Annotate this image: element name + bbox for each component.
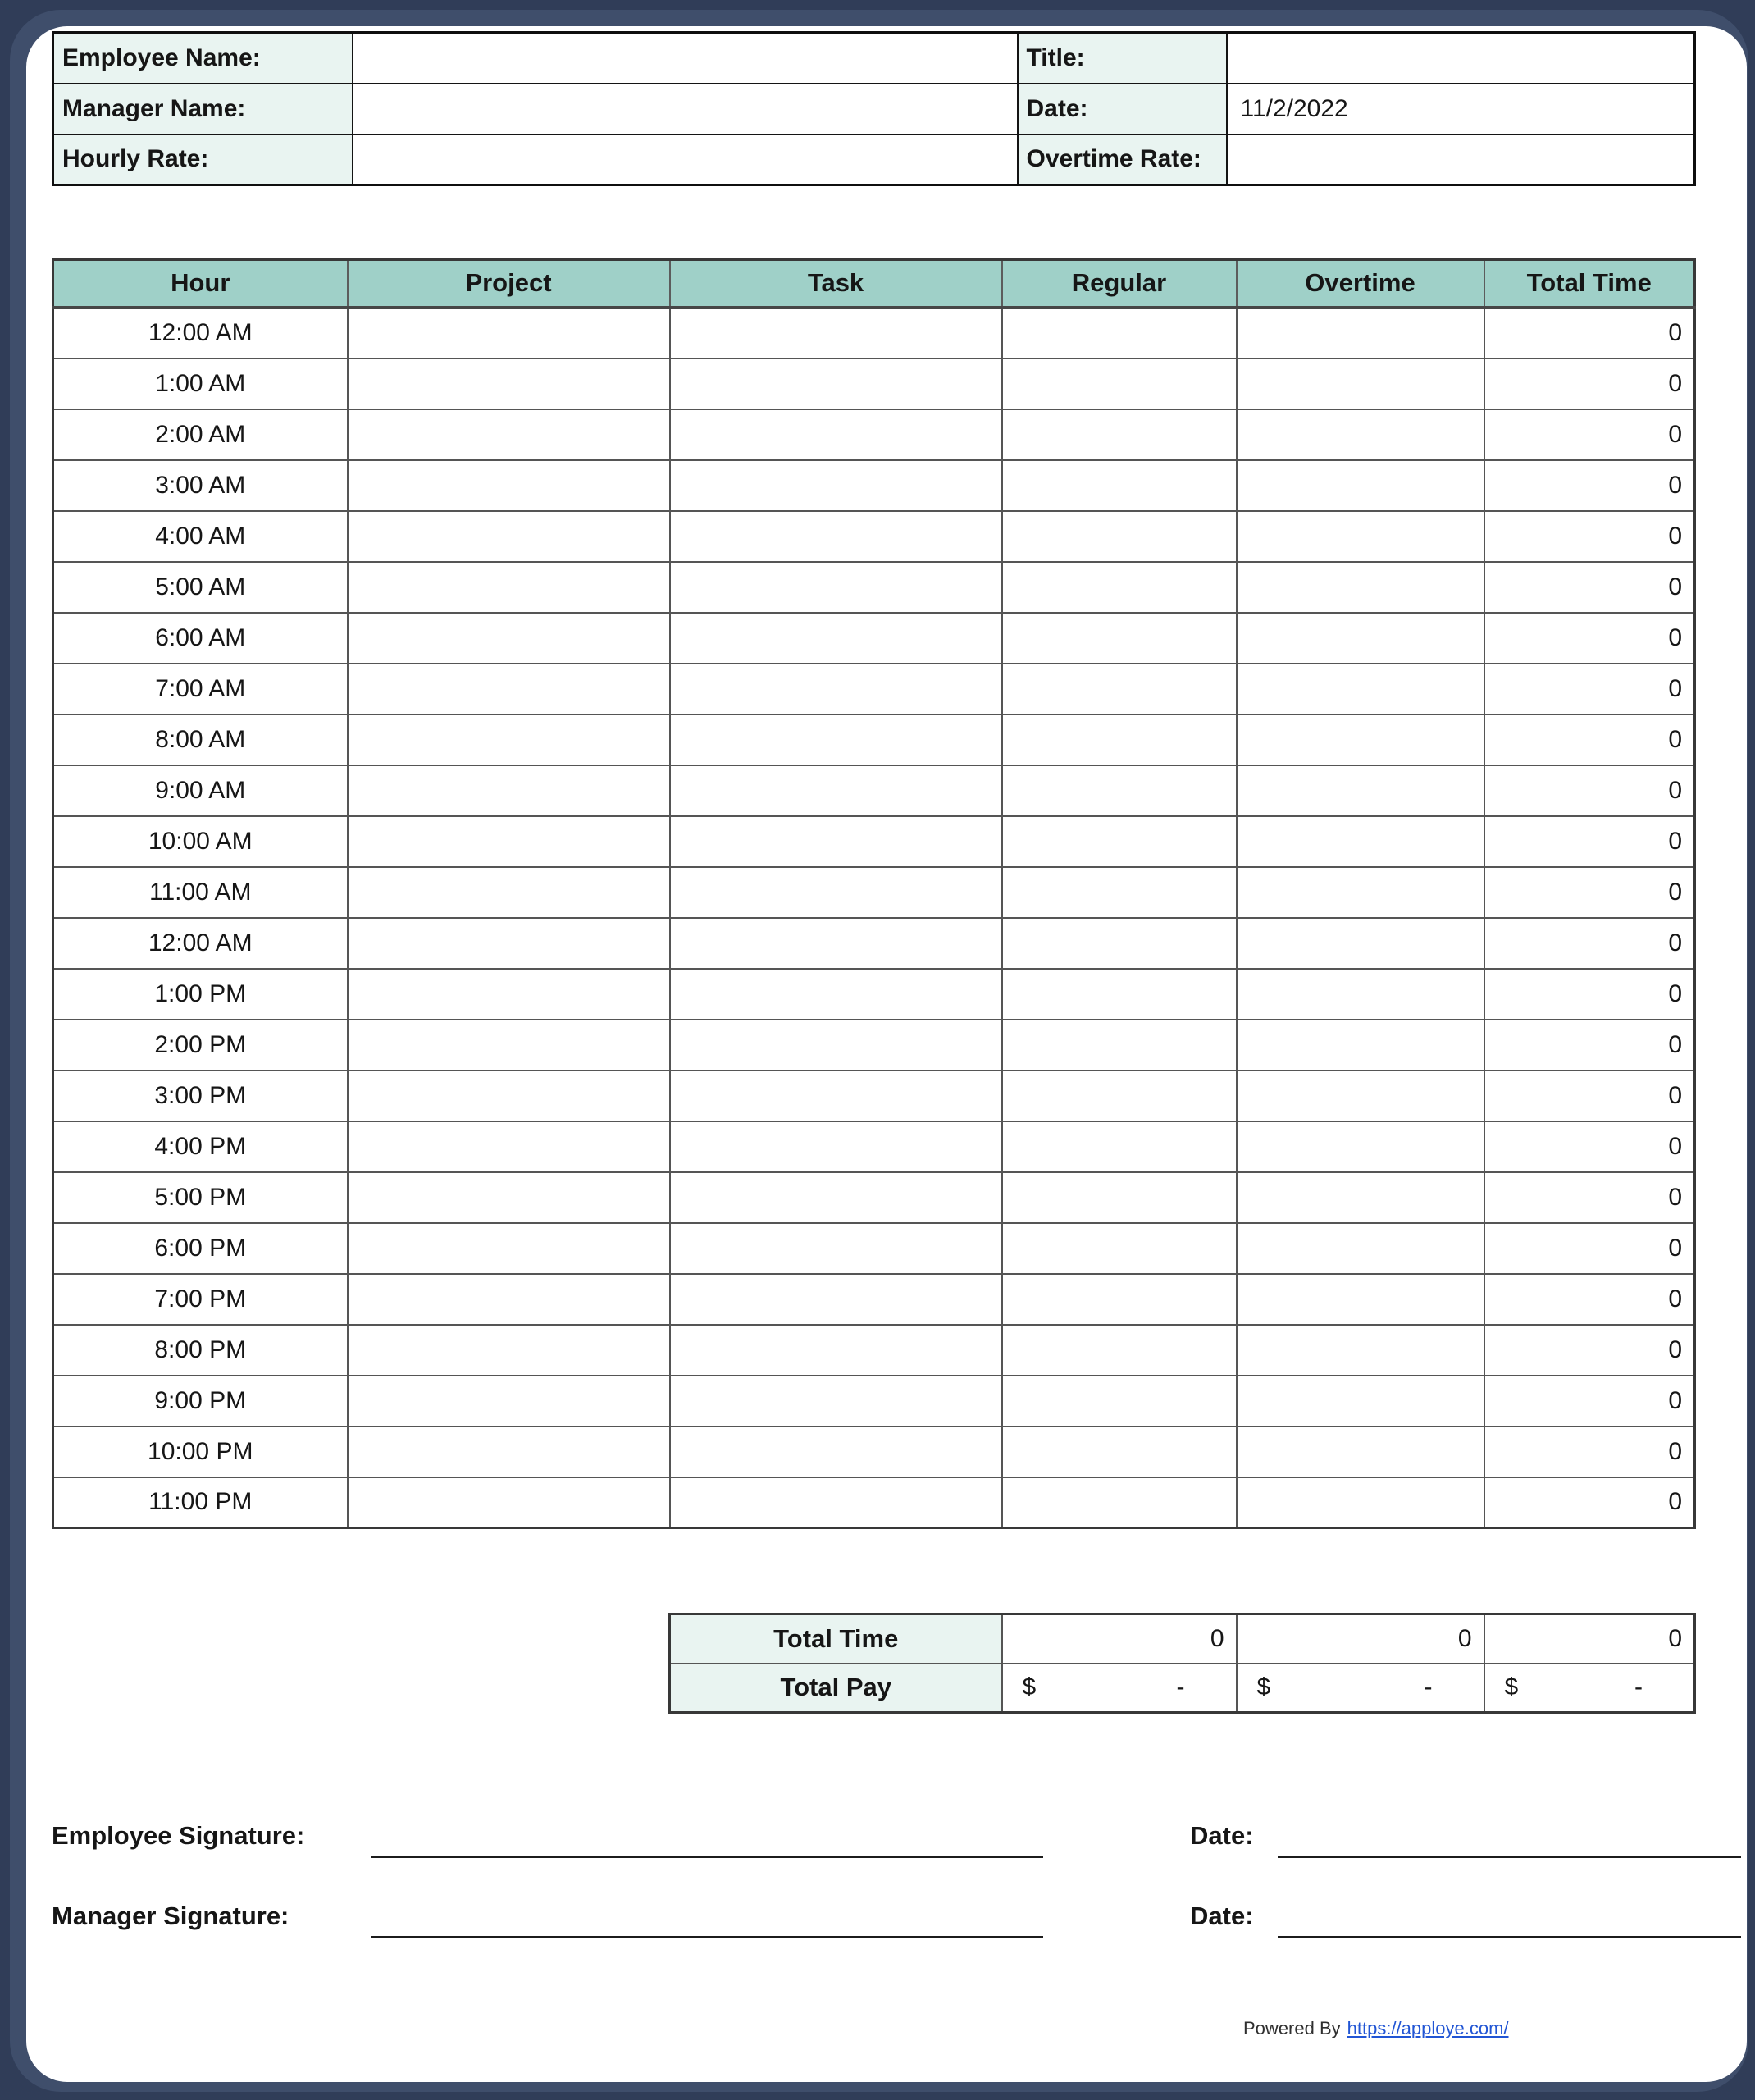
row-total-time-cell: 0	[1484, 1376, 1695, 1427]
regular-entry-cell[interactable]	[1002, 918, 1237, 969]
hour-label-cell: 10:00 PM	[53, 1427, 348, 1477]
regular-entry-cell[interactable]	[1002, 867, 1237, 918]
regular-entry-cell[interactable]	[1002, 816, 1237, 867]
row-total-time-cell: 0	[1484, 1427, 1695, 1477]
column-header-hour: Hour	[53, 260, 348, 308]
regular-entry-cell[interactable]	[1002, 358, 1237, 409]
project-entry-cell[interactable]	[348, 460, 670, 511]
project-entry-cell[interactable]	[348, 1274, 670, 1325]
row-total-time-cell: 0	[1484, 969, 1695, 1020]
overtime-entry-cell[interactable]	[1237, 1427, 1484, 1477]
form-row-3	[53, 135, 1695, 185]
task-entry-cell[interactable]	[670, 1427, 1002, 1477]
row-total-time-cell: 0	[1484, 308, 1695, 358]
hour-row	[53, 562, 1695, 613]
project-entry-cell[interactable]	[348, 511, 670, 562]
overtime-entry-cell[interactable]	[1237, 1020, 1484, 1071]
employee-date-label: Date:	[1190, 1821, 1254, 1850]
regular-entry-cell[interactable]	[1002, 1121, 1237, 1172]
regular-entry-cell[interactable]	[1002, 562, 1237, 613]
manager-name-field[interactable]	[353, 84, 1018, 135]
column-header-project: Project	[348, 260, 670, 308]
total-time-label: Total Time	[670, 1614, 1002, 1664]
regular-entry-cell[interactable]	[1002, 308, 1237, 358]
title-label: Title:	[1018, 33, 1227, 84]
hour-row	[53, 511, 1695, 562]
hour-row	[53, 714, 1695, 765]
project-entry-cell[interactable]	[348, 613, 670, 664]
task-entry-cell[interactable]	[670, 1223, 1002, 1274]
project-entry-cell[interactable]	[348, 409, 670, 460]
task-entry-cell[interactable]	[670, 1071, 1002, 1121]
hour-row	[53, 1376, 1695, 1427]
total-time-row	[670, 1614, 1695, 1664]
regular-entry-cell[interactable]	[1002, 1427, 1237, 1477]
row-total-time-cell: 0	[1484, 511, 1695, 562]
total-pay-total-cell	[1484, 1664, 1695, 1713]
total-time-total-value: 0	[1484, 1614, 1695, 1664]
project-entry-cell[interactable]	[348, 562, 670, 613]
hour-row	[53, 1172, 1695, 1223]
row-total-time-cell: 0	[1484, 816, 1695, 867]
hourly-rate-label: Hourly Rate:	[53, 135, 353, 185]
employee-name-label: Employee Name:	[53, 33, 353, 84]
column-header-total-time: Total Time	[1484, 260, 1695, 308]
overtime-entry-cell[interactable]	[1237, 1376, 1484, 1427]
row-total-time-cell: 0	[1484, 765, 1695, 816]
overtime-entry-cell[interactable]	[1237, 562, 1484, 613]
regular-entry-cell[interactable]	[1002, 1020, 1237, 1071]
hour-row	[53, 1325, 1695, 1376]
overtime-entry-cell[interactable]	[1237, 664, 1484, 714]
overtime-entry-cell[interactable]	[1237, 308, 1484, 358]
project-entry-cell[interactable]	[348, 918, 670, 969]
task-entry-cell[interactable]	[670, 1172, 1002, 1223]
hour-row	[53, 1274, 1695, 1325]
regular-entry-cell[interactable]	[1002, 1376, 1237, 1427]
task-entry-cell[interactable]	[670, 358, 1002, 409]
currency-symbol: $	[1256, 1673, 1271, 1701]
manager-date-line[interactable]	[1278, 1936, 1741, 1938]
overtime-entry-cell[interactable]	[1237, 613, 1484, 664]
row-total-time-cell: 0	[1484, 714, 1695, 765]
apploye-link[interactable]: https://apploye.com/	[1347, 2018, 1509, 2038]
hour-label-cell: 9:00 PM	[53, 1376, 348, 1427]
total-pay-regular-cell	[1002, 1664, 1237, 1713]
regular-entry-cell[interactable]	[1002, 714, 1237, 765]
hour-row	[53, 1223, 1695, 1274]
hour-label-cell: 9:00 AM	[53, 765, 348, 816]
project-entry-cell[interactable]	[348, 358, 670, 409]
row-total-time-cell: 0	[1484, 1172, 1695, 1223]
project-entry-cell[interactable]	[348, 1427, 670, 1477]
regular-entry-cell[interactable]	[1002, 1223, 1237, 1274]
row-total-time-cell: 0	[1484, 1325, 1695, 1376]
overtime-entry-cell[interactable]	[1237, 918, 1484, 969]
hour-label-cell: 12:00 AM	[53, 918, 348, 969]
row-total-time-cell: 0	[1484, 460, 1695, 511]
hour-row	[53, 765, 1695, 816]
regular-entry-cell[interactable]	[1002, 613, 1237, 664]
regular-entry-cell[interactable]	[1002, 460, 1237, 511]
hour-row	[53, 358, 1695, 409]
hour-row	[53, 409, 1695, 460]
total-pay-label: Total Pay	[670, 1664, 1002, 1713]
hour-row	[53, 867, 1695, 918]
regular-entry-cell[interactable]	[1002, 765, 1237, 816]
task-entry-cell[interactable]	[670, 1477, 1002, 1528]
hour-label-cell: 12:00 AM	[53, 308, 348, 358]
hour-row	[53, 1477, 1695, 1528]
row-total-time-cell: 0	[1484, 1274, 1695, 1325]
hour-label-cell: 1:00 PM	[53, 969, 348, 1020]
regular-entry-cell[interactable]	[1002, 409, 1237, 460]
regular-entry-cell[interactable]	[1002, 969, 1237, 1020]
regular-entry-cell[interactable]	[1002, 511, 1237, 562]
regular-entry-cell[interactable]	[1002, 1325, 1237, 1376]
task-entry-cell[interactable]	[670, 1325, 1002, 1376]
hour-label-cell: 2:00 AM	[53, 409, 348, 460]
overtime-entry-cell[interactable]	[1237, 460, 1484, 511]
task-entry-cell[interactable]	[670, 460, 1002, 511]
manager-name-label: Manager Name:	[53, 84, 353, 135]
task-entry-cell[interactable]	[670, 1020, 1002, 1071]
hour-label-cell: 11:00 PM	[53, 1477, 348, 1528]
currency-symbol: $	[1504, 1673, 1519, 1701]
hour-row	[53, 816, 1695, 867]
hour-row	[53, 460, 1695, 511]
task-entry-cell[interactable]	[670, 969, 1002, 1020]
regular-entry-cell[interactable]	[1002, 1274, 1237, 1325]
overtime-entry-cell[interactable]	[1237, 765, 1484, 816]
task-entry-cell[interactable]	[670, 1274, 1002, 1325]
hours-table-header	[53, 260, 1695, 308]
hourly-rate-field[interactable]	[353, 135, 1018, 185]
task-entry-cell[interactable]	[670, 613, 1002, 664]
hour-row	[53, 308, 1695, 358]
hours-table-body	[53, 308, 1695, 1528]
title-field[interactable]	[1227, 33, 1695, 84]
overtime-entry-cell[interactable]	[1237, 511, 1484, 562]
employee-info-form	[52, 31, 1696, 186]
total-pay-overtime-cell	[1237, 1664, 1484, 1713]
column-header-regular: Regular	[1002, 260, 1237, 308]
project-entry-cell[interactable]	[348, 867, 670, 918]
overtime-entry-cell[interactable]	[1237, 1172, 1484, 1223]
hour-label-cell: 6:00 AM	[53, 613, 348, 664]
regular-entry-cell[interactable]	[1002, 664, 1237, 714]
row-total-time-cell: 0	[1484, 409, 1695, 460]
hour-label-cell: 10:00 AM	[53, 816, 348, 867]
hour-label-cell: 3:00 PM	[53, 1071, 348, 1121]
totals-table	[668, 1613, 1696, 1714]
column-header-overtime: Overtime	[1237, 260, 1484, 308]
project-entry-cell[interactable]	[348, 1172, 670, 1223]
project-entry-cell[interactable]	[348, 1020, 670, 1071]
hour-row	[53, 1121, 1695, 1172]
project-entry-cell[interactable]	[348, 765, 670, 816]
form-row-2	[53, 84, 1695, 135]
column-header-task: Task	[670, 260, 1002, 308]
hour-row	[53, 613, 1695, 664]
project-entry-cell[interactable]	[348, 1376, 670, 1427]
hour-label-cell: 7:00 PM	[53, 1274, 348, 1325]
date-field[interactable]: 11/2/2022	[1227, 84, 1695, 135]
hour-label-cell: 4:00 PM	[53, 1121, 348, 1172]
hour-row	[53, 969, 1695, 1020]
total-pay-row	[670, 1664, 1695, 1713]
task-entry-cell[interactable]	[670, 714, 1002, 765]
row-total-time-cell: 0	[1484, 613, 1695, 664]
project-entry-cell[interactable]	[348, 1325, 670, 1376]
powered-by-text: Powered By	[1243, 2018, 1341, 2038]
overtime-rate-label: Overtime Rate:	[1018, 135, 1227, 185]
employee-name-field[interactable]	[353, 33, 1018, 84]
hour-row	[53, 1071, 1695, 1121]
overtime-entry-cell[interactable]	[1237, 714, 1484, 765]
hour-row	[53, 1020, 1695, 1071]
row-total-time-cell: 0	[1484, 1071, 1695, 1121]
hour-label-cell: 6:00 PM	[53, 1223, 348, 1274]
hour-label-cell: 4:00 AM	[53, 511, 348, 562]
hour-row	[53, 664, 1695, 714]
regular-entry-cell[interactable]	[1002, 1477, 1237, 1528]
header-row	[53, 260, 1695, 308]
overtime-entry-cell[interactable]	[1237, 1071, 1484, 1121]
project-entry-cell[interactable]	[348, 308, 670, 358]
row-total-time-cell: 0	[1484, 1121, 1695, 1172]
overtime-entry-cell[interactable]	[1237, 1325, 1484, 1376]
hour-row	[53, 1427, 1695, 1477]
row-total-time-cell: 0	[1484, 1223, 1695, 1274]
row-total-time-cell: 0	[1484, 867, 1695, 918]
overtime-entry-cell[interactable]	[1237, 358, 1484, 409]
project-entry-cell[interactable]	[348, 1121, 670, 1172]
task-entry-cell[interactable]	[670, 409, 1002, 460]
hour-label-cell: 5:00 AM	[53, 562, 348, 613]
project-entry-cell[interactable]	[348, 1477, 670, 1528]
amount-placeholder: -	[1424, 1673, 1433, 1701]
project-entry-cell[interactable]	[348, 664, 670, 714]
task-entry-cell[interactable]	[670, 511, 1002, 562]
employee-signature-line[interactable]	[371, 1856, 1043, 1858]
hour-label-cell: 1:00 AM	[53, 358, 348, 409]
task-entry-cell[interactable]	[670, 867, 1002, 918]
task-entry-cell[interactable]	[670, 816, 1002, 867]
row-total-time-cell: 0	[1484, 1477, 1695, 1528]
task-entry-cell[interactable]	[670, 308, 1002, 358]
overtime-entry-cell[interactable]	[1237, 1274, 1484, 1325]
row-total-time-cell: 0	[1484, 1020, 1695, 1071]
project-entry-cell[interactable]	[348, 1223, 670, 1274]
task-entry-cell[interactable]	[670, 1376, 1002, 1427]
row-total-time-cell: 0	[1484, 918, 1695, 969]
project-entry-cell[interactable]	[348, 714, 670, 765]
hour-label-cell: 11:00 AM	[53, 867, 348, 918]
task-entry-cell[interactable]	[670, 918, 1002, 969]
manager-signature-label: Manager Signature:	[52, 1901, 289, 1930]
employee-signature-label: Employee Signature:	[52, 1821, 305, 1850]
hour-label-cell: 2:00 PM	[53, 1020, 348, 1071]
manager-date-label: Date:	[1190, 1901, 1254, 1930]
overtime-entry-cell[interactable]	[1237, 1477, 1484, 1528]
regular-entry-cell[interactable]	[1002, 1071, 1237, 1121]
task-entry-cell[interactable]	[670, 1121, 1002, 1172]
manager-signature-line[interactable]	[371, 1936, 1043, 1938]
form-row-1	[53, 33, 1695, 84]
hour-label-cell: 8:00 PM	[53, 1325, 348, 1376]
overtime-entry-cell[interactable]	[1237, 816, 1484, 867]
hour-row	[53, 918, 1695, 969]
hour-label-cell: 8:00 AM	[53, 714, 348, 765]
hour-label-cell: 7:00 AM	[53, 664, 348, 714]
hours-table	[52, 258, 1696, 1529]
overtime-entry-cell[interactable]	[1237, 1223, 1484, 1274]
footer	[1243, 2018, 1509, 2039]
project-entry-cell[interactable]	[348, 1071, 670, 1121]
row-total-time-cell: 0	[1484, 562, 1695, 613]
overtime-entry-cell[interactable]	[1237, 969, 1484, 1020]
task-entry-cell[interactable]	[670, 562, 1002, 613]
task-entry-cell[interactable]	[670, 664, 1002, 714]
regular-entry-cell[interactable]	[1002, 1172, 1237, 1223]
date-label: Date:	[1018, 84, 1227, 135]
project-entry-cell[interactable]	[348, 816, 670, 867]
row-total-time-cell: 0	[1484, 358, 1695, 409]
hour-label-cell: 5:00 PM	[53, 1172, 348, 1223]
currency-symbol: $	[1022, 1673, 1037, 1701]
task-entry-cell[interactable]	[670, 765, 1002, 816]
row-total-time-cell: 0	[1484, 664, 1695, 714]
total-time-regular-value: 0	[1002, 1614, 1237, 1664]
total-time-overtime-value: 0	[1237, 1614, 1484, 1664]
overtime-entry-cell[interactable]	[1237, 867, 1484, 918]
timesheet-page	[26, 26, 1747, 2082]
overtime-entry-cell[interactable]	[1237, 409, 1484, 460]
hour-label-cell: 3:00 AM	[53, 460, 348, 511]
employee-date-line[interactable]	[1278, 1856, 1741, 1858]
signature-section	[52, 1819, 1693, 1967]
amount-placeholder: -	[1176, 1673, 1185, 1701]
overtime-rate-field[interactable]	[1227, 135, 1695, 185]
overtime-entry-cell[interactable]	[1237, 1121, 1484, 1172]
amount-placeholder: -	[1634, 1673, 1643, 1701]
project-entry-cell[interactable]	[348, 969, 670, 1020]
